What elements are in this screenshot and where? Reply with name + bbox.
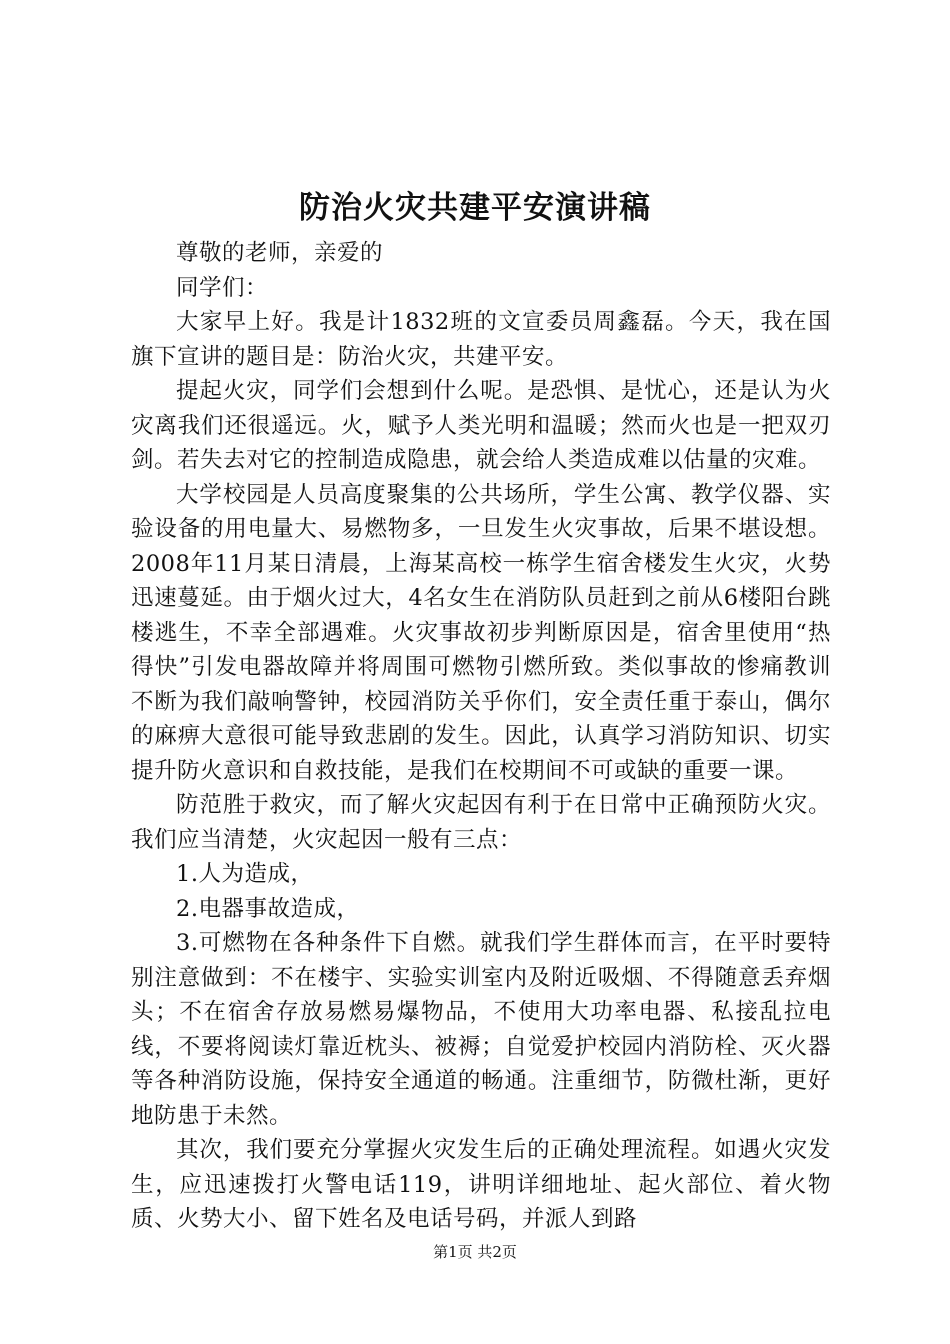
paragraph-salutation: 尊敬的老师，亲爱的 bbox=[176, 240, 384, 266]
paragraph-campus-incident: 大学校园是人员高度聚集的公共场所，学生公寓、教学仪器、实验设备的用电量大、易燃物多，一旦发生火灾事故，后果不堪设想。2008年11月某日清晨，上海某高校一栋学生宿舍楼发生火灾，火势迅速蔓延。由于烟火过大，4名女生在消防队员赶到之前从6楼阳台跳楼逃生，不幸全部遇难。火灾事故初步判断原因是，宿舍里使用“热得快”引发电器故障并将周围可燃物引燃所致。类似事故的惨痛教训不断为我们敲响警钟，校园消防关乎你们，安全责任重于泰山，偶尔的麻痹大意很可能导致悲剧的发生。因此，认真学习消防知识、切实提升防火意识和自救技能，是我们在校期间不可或缺的重要一课。 bbox=[131, 481, 831, 784]
list-item-3: 3.可燃物在各种条件下自燃。就我们学生群体而言，在平时要特别注意做到：不在楼宇、实验实训室内及附近吸烟、不得随意丢弃烟头；不在宿舍存放易燃易爆物品，不使用大功率电器、私接乱拉电线，不要将阅读灯靠近枕头、被褥；自觉爱护校园内消防栓、灭火器等各种消防设施，保持安全通道的畅通。注重细节，防微杜渐，更好地防患于未然。 bbox=[131, 930, 831, 1129]
paragraph-fire-thoughts: 提起火灾，同学们会想到什么呢。是恐惧、是忧心，还是认为火灾离我们还很遥远。火，赋予人类光明和温暖；然而火也是一把双刃剑。若失去对它的控制造成隐患，就会给人类造成难以估量的灾难。 bbox=[131, 378, 831, 473]
list-item-1: 1.人为造成， bbox=[176, 861, 314, 887]
paragraph-response: 其次，我们要充分掌握火灾发生后的正确处理流程。如遇火灾发生，应迅速拨打火警电话119，讲明详细地址、起火部位、着火物质、火势大小、留下姓名及电话号码，并派人到路 bbox=[131, 1137, 831, 1232]
document-body bbox=[131, 236, 831, 1237]
page-number: 第1页 共2页 bbox=[433, 1243, 517, 1261]
list-item-2: 2.电器事故造成， bbox=[176, 895, 360, 922]
paragraph-intro: 大家早上好。我是计1832班的文宣委员周鑫磊。今天，我在国旗下宣讲的题目是：防治火灾，共建平安。 bbox=[131, 309, 831, 370]
document-title: 防治火灾共建平安演讲稿 bbox=[299, 190, 651, 226]
paragraph-prevention: 防范胜于救灾，而了解火灾起因有利于在日常中正确预防火灾。我们应当清楚，火灾起因一般有三点： bbox=[131, 792, 831, 853]
paragraph-salutation-cont: 同学们： bbox=[176, 274, 269, 301]
